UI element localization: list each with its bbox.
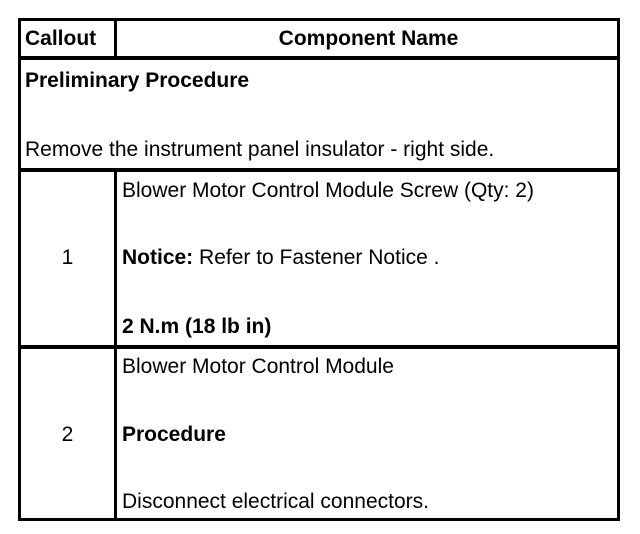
row-2-procedure-text: Disconnect electrical connectors. xyxy=(122,490,429,513)
header-callout: Callout xyxy=(25,27,97,50)
preliminary-text: Remove the instrument panel insulator - right side. xyxy=(25,138,495,161)
notice-label: Notice: xyxy=(122,246,194,269)
preliminary-divider xyxy=(21,168,617,172)
header-component-name: Component Name xyxy=(278,27,459,50)
row-2-procedure-label: Procedure xyxy=(122,423,226,446)
notice-text: Refer to Fastener Notice . xyxy=(193,246,440,269)
header-divider xyxy=(21,56,617,60)
row-1-notice xyxy=(122,246,439,270)
row-2-callout: 2 xyxy=(61,423,74,446)
component-table xyxy=(18,18,620,521)
row-divider xyxy=(21,345,617,349)
row-1-component-name: Blower Motor Control Module Screw (Qty: 2) xyxy=(122,179,534,202)
row-1-callout: 1 xyxy=(61,246,74,269)
row-1-torque: 2 N.m (18 lb in) xyxy=(122,315,272,338)
row-2-component-name: Blower Motor Control Module xyxy=(122,355,394,378)
preliminary-title: Preliminary Procedure xyxy=(25,69,250,92)
body-column-divider xyxy=(114,170,117,518)
